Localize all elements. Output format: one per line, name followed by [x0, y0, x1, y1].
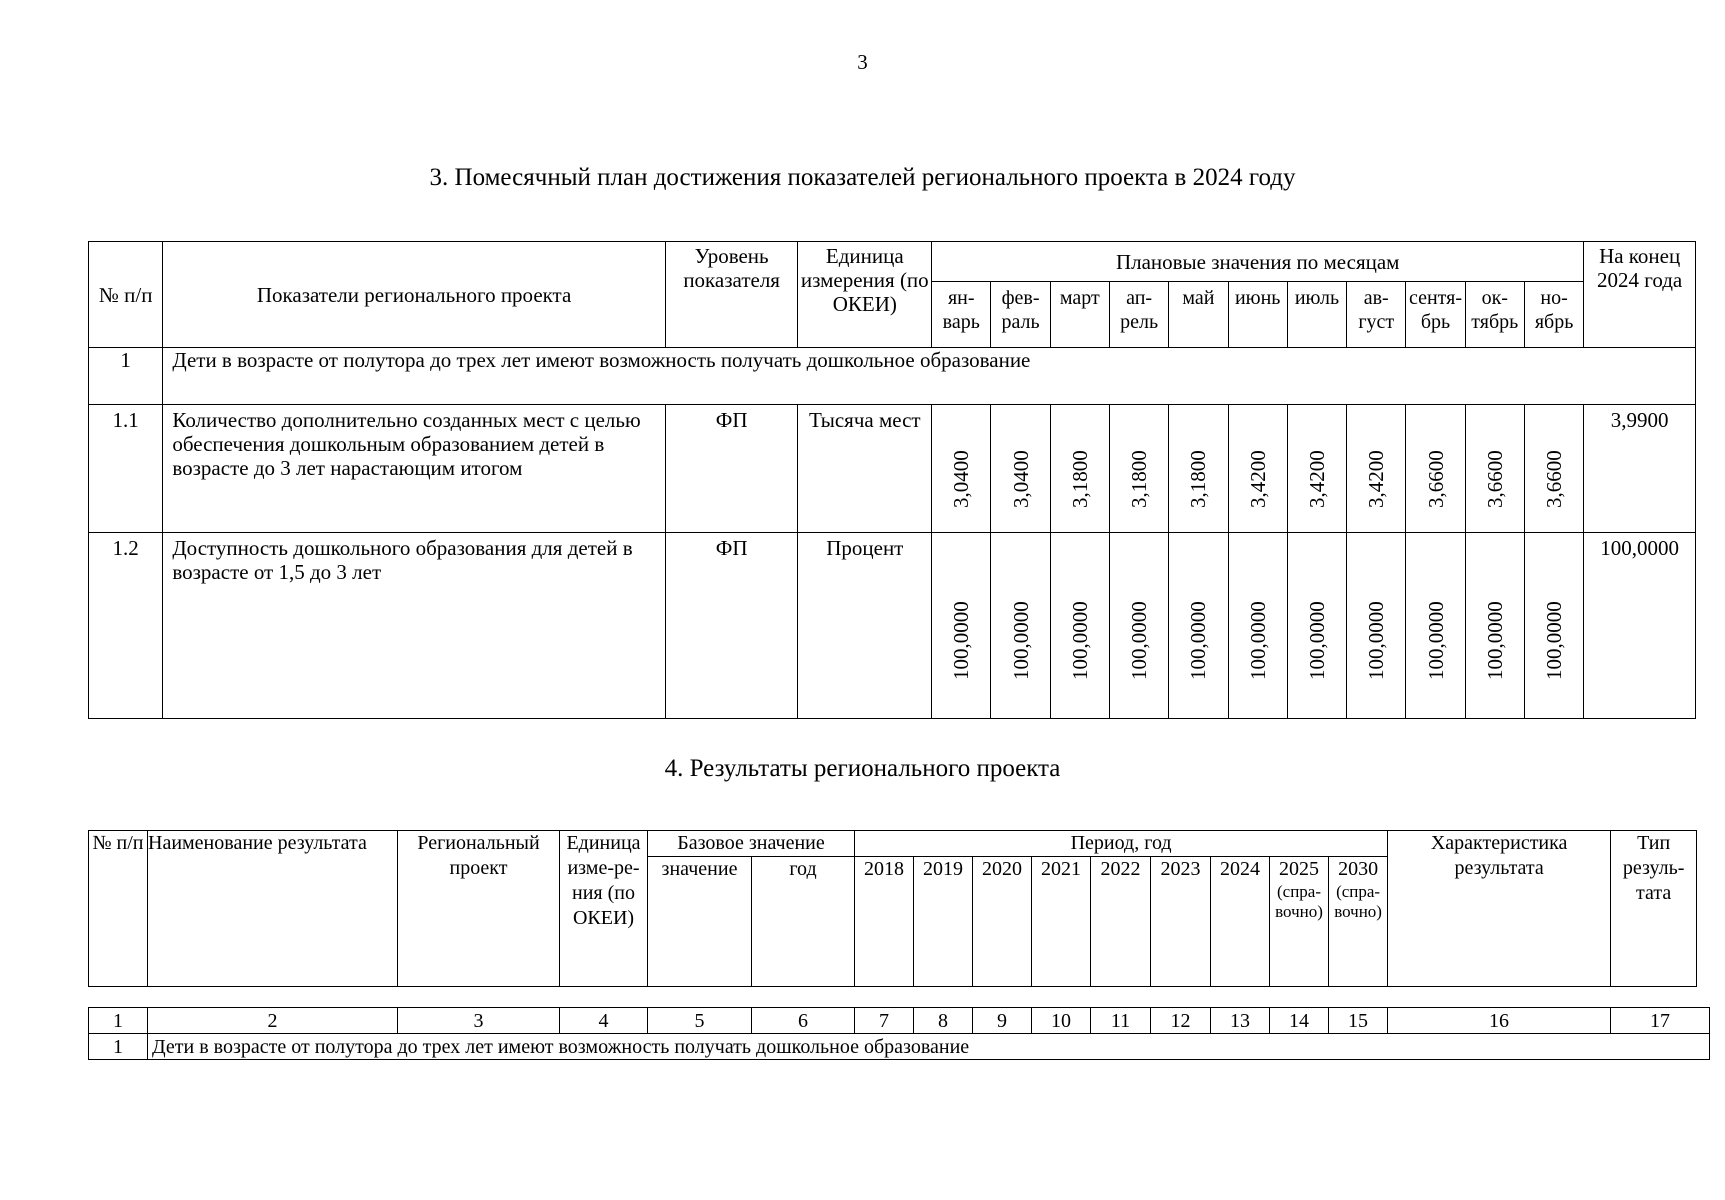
- r-header-characteristic: Характеристика результата: [1388, 831, 1611, 987]
- column-number: 15: [1329, 1008, 1388, 1034]
- r-header-base: Базовое значение: [648, 831, 855, 857]
- section3-title: 3. Помесячный план достижения показателей регионального проекта в 2024 году: [429, 164, 1296, 191]
- row-month-value: 100,0000: [1482, 601, 1507, 680]
- r-header-project: Региональный проект: [398, 831, 560, 987]
- r-header-year: 2020: [973, 857, 1032, 987]
- column-number: 17: [1611, 1008, 1710, 1034]
- row-month-value: 3,4200: [1245, 450, 1270, 508]
- r-header-year: 2019: [914, 857, 973, 987]
- row-month-value-cell: [1347, 533, 1406, 719]
- header-month: ок- тябрь: [1465, 282, 1524, 348]
- r-header-ref-note: (спра-вочно): [1275, 882, 1323, 921]
- row-month-value-cell: [1228, 405, 1287, 533]
- row-month-value: 3,4200: [1304, 450, 1329, 508]
- header-indicator: Показатели регионального проекта: [163, 242, 665, 348]
- group-label: Дети в возрасте от полутора до трех лет имеют возможность получать дошкольное образование: [163, 348, 1696, 405]
- column-number: 4: [560, 1008, 648, 1034]
- row-unit: Процент: [798, 533, 932, 719]
- column-number: 7: [855, 1008, 914, 1034]
- column-number: 14: [1270, 1008, 1329, 1034]
- header-month: ян- варь: [932, 282, 991, 348]
- r-header-name: Наименование результата: [148, 831, 398, 987]
- row-month-value: 100,0000: [1067, 601, 1092, 680]
- row-month-value-cell: [1109, 533, 1168, 719]
- row-month-value-cell: [1050, 533, 1109, 719]
- header-month: ав- густ: [1347, 282, 1406, 348]
- row-month-value-cell: [1406, 405, 1465, 533]
- row-month-value-cell: [932, 405, 991, 533]
- row-month-value: 100,0000: [1245, 601, 1270, 680]
- row-end-value: 3,9900: [1584, 405, 1696, 533]
- r-group-label: Дети в возрасте от полутора до трех лет имеют возможность получать дошкольное образование: [148, 1034, 1710, 1060]
- r-group-num: 1: [89, 1034, 148, 1060]
- column-number: 10: [1032, 1008, 1091, 1034]
- row-month-value-cell: [1169, 405, 1228, 533]
- r-header-base-year: год: [752, 857, 855, 987]
- header-num: № п/п: [89, 242, 163, 348]
- section4-title: 4. Результаты регионального проекта: [664, 755, 1061, 782]
- row-month-value: 3,1800: [1067, 450, 1092, 508]
- row-month-value-cell: [1169, 533, 1228, 719]
- row-month-value-cell: [1287, 533, 1346, 719]
- row-unit: Тысяча мест: [798, 405, 932, 533]
- row-month-value: 3,0400: [1008, 450, 1033, 508]
- row-month-value-cell: [1406, 533, 1465, 719]
- column-number: 9: [973, 1008, 1032, 1034]
- row-month-value: 100,0000: [1127, 601, 1152, 680]
- row-month-value: 3,4200: [1364, 450, 1389, 508]
- r-header-year: 2022: [1091, 857, 1151, 987]
- r-header-type: Тип резуль-тата: [1611, 831, 1697, 987]
- row-month-value: 100,0000: [949, 601, 974, 680]
- r-header-year-reference: [1270, 857, 1329, 987]
- r-header-period: Период, год: [855, 831, 1388, 857]
- r-header-year: 2024: [1211, 857, 1270, 987]
- row-indicator: Доступность дошкольного образования для детей в возрасте от 1,5 до 3 лет: [163, 533, 665, 719]
- header-level: Уровень показателя: [665, 242, 798, 348]
- r-header-year: 2018: [855, 857, 914, 987]
- row-month-value-cell: [1524, 405, 1583, 533]
- header-monthly: Плановые значения по месяцам: [932, 242, 1584, 282]
- row-month-value: 3,6600: [1423, 450, 1448, 508]
- row-month-value-cell: [1465, 405, 1524, 533]
- row-end-value: 100,0000: [1584, 533, 1696, 719]
- header-unit: Единица измерения (по ОКЕИ): [798, 242, 932, 348]
- column-number: 8: [914, 1008, 973, 1034]
- row-month-value: 3,1800: [1186, 450, 1211, 508]
- results-header-table: [88, 830, 1697, 987]
- r-header-unit: Единица изме-ре-ния (по ОКЕИ): [560, 831, 648, 987]
- r-header-year-label: 2030: [1338, 858, 1379, 880]
- page-number: 3: [857, 50, 868, 74]
- r-header-year: 2021: [1032, 857, 1091, 987]
- row-month-value: 100,0000: [1186, 601, 1211, 680]
- row-month-value-cell: [991, 533, 1050, 719]
- header-month: май: [1169, 282, 1228, 348]
- monthly-plan-table: [88, 241, 1696, 719]
- r-header-num: № п/п: [89, 831, 148, 987]
- row-month-value: 100,0000: [1364, 601, 1389, 680]
- column-number: 6: [752, 1008, 855, 1034]
- row-level: ФП: [665, 405, 798, 533]
- header-month: но- ябрь: [1524, 282, 1583, 348]
- column-number: 1: [89, 1008, 148, 1034]
- row-month-value: 3,6600: [1482, 450, 1507, 508]
- row-month-value-cell: [1109, 405, 1168, 533]
- row-num: 1.2: [89, 533, 163, 719]
- r-header-year-reference: [1329, 857, 1388, 987]
- column-number: 16: [1388, 1008, 1611, 1034]
- column-number: 11: [1091, 1008, 1151, 1034]
- row-month-value-cell: [1347, 405, 1406, 533]
- row-month-value: 100,0000: [1423, 601, 1448, 680]
- column-number: 2: [148, 1008, 398, 1034]
- row-month-value-cell: [1228, 533, 1287, 719]
- row-month-value: 100,0000: [1008, 601, 1033, 680]
- column-number: 3: [398, 1008, 560, 1034]
- row-month-value: 100,0000: [1542, 601, 1567, 680]
- row-month-value-cell: [1465, 533, 1524, 719]
- row-month-value-cell: [1050, 405, 1109, 533]
- r-header-year: 2023: [1151, 857, 1211, 987]
- row-month-value-cell: [1524, 533, 1583, 719]
- column-number: 5: [648, 1008, 752, 1034]
- header-month: март: [1050, 282, 1109, 348]
- row-month-value: 100,0000: [1304, 601, 1329, 680]
- row-month-value: 3,6600: [1542, 450, 1567, 508]
- group-num: 1: [89, 348, 163, 405]
- r-header-ref-note: (спра-вочно): [1334, 882, 1382, 921]
- row-month-value: 3,0400: [949, 450, 974, 508]
- header-month: ап- рель: [1109, 282, 1168, 348]
- header-month: сентя- брь: [1406, 282, 1465, 348]
- row-month-value-cell: [991, 405, 1050, 533]
- header-end-of-year: На конец 2024 года: [1584, 242, 1696, 348]
- header-month: июнь: [1228, 282, 1287, 348]
- row-indicator: Количество дополнительно созданных мест с целью обеспечения дошкольным образованием детей в возрасте до 3 лет нарастающим итогом: [163, 405, 665, 533]
- r-header-base-value: значение: [648, 857, 752, 987]
- results-body-table: [88, 1007, 1710, 1060]
- column-number: 13: [1211, 1008, 1270, 1034]
- row-num: 1.1: [89, 405, 163, 533]
- row-level: ФП: [665, 533, 798, 719]
- r-header-year-label: 2025: [1279, 858, 1320, 880]
- row-month-value: 3,1800: [1127, 450, 1152, 508]
- column-number: 12: [1151, 1008, 1211, 1034]
- header-month: июль: [1287, 282, 1346, 348]
- row-month-value-cell: [932, 533, 991, 719]
- row-month-value-cell: [1287, 405, 1346, 533]
- header-month: фев- раль: [991, 282, 1050, 348]
